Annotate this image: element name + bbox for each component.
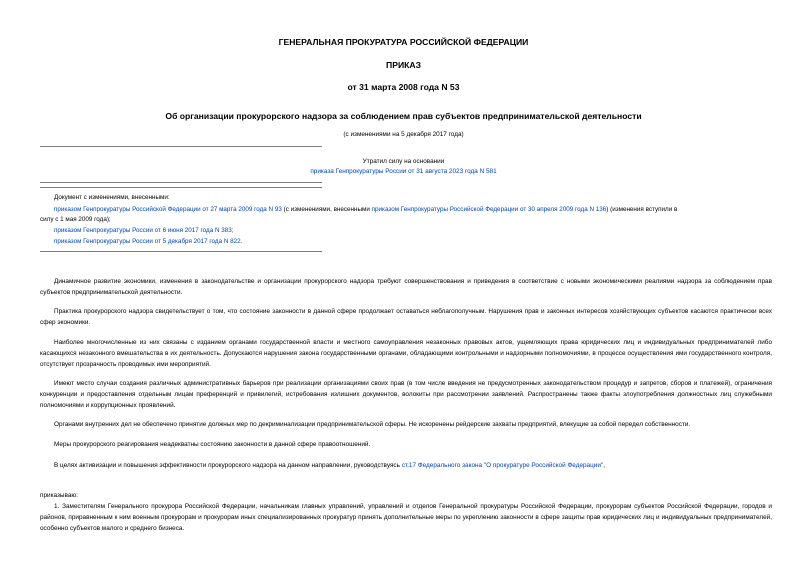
doc-title: Об организации прокурорского надзора за соблюдением прав субъектов предпринимательской деятельности	[165, 111, 642, 121]
law-link[interactable]: ст.17 Федерального закона "О прокуратуре Российской Федерации"	[401, 462, 604, 469]
changes-text: ) (изменения вступили в	[606, 206, 678, 213]
changes-link-93[interactable]: приказом Генпрокуратуры Российской Федерации от 27 марта 2009 года N 93	[54, 206, 282, 213]
paragraph: Динамичное развитие экономики, изменения в законодательстве и организации прокурорского надзора требуют совершенствования и приведения в соответствие с новыми экономическими реалиями надзора за соблюдением прав субъектов предпринимательской деятельности.	[40, 278, 772, 297]
paragraph: В целях активизации и повышения эффективности прокурорского надзора на данном направлении, руководствуясь ст.17 Федерального закона "О прокуратуре Российской Федерации",	[54, 462, 605, 469]
paragraph: Органами внутренних дел не обеспечено принятие должных мер по декриминализации предпринимательской сферы. Не искоренены рейдерские захваты предприятий, влекущие за собой передел собственности.	[54, 421, 691, 428]
changes-link-136[interactable]: приказом Генпрокуратуры Российской Федерации от 30 апреля 2009 года N 136	[371, 206, 607, 213]
separator-line	[40, 182, 322, 183]
org-name: ГЕНЕРАЛЬНАЯ ПРОКУРАТУРА РОССИЙСКОЙ ФЕДЕРАЦИИ	[278, 37, 529, 47]
separator-line	[40, 187, 322, 188]
paragraph: Практика прокурорского надзора свидетельствует о том, что состояние законности в данной сфере продолжает оставаться неблагополучным. Нарушения прав и законных интересов хозяйствующих субъектов касаются практически всех сфер экономики.	[40, 308, 772, 327]
repealed-note: Утратил силу на основании	[362, 158, 445, 165]
changes-link-383[interactable]: приказом Генпрокуратуры России от 6 июня 2017 года N 383;	[54, 227, 234, 234]
repealed-link[interactable]: приказа Генпрокуратуры России от 31 августа 2023 года N 581	[310, 168, 497, 175]
doc-type: ПРИКАЗ	[386, 60, 421, 70]
changes-item-1	[54, 205, 772, 215]
amended-note: (с изменениями на 5 декабря 2017 года)	[343, 131, 464, 138]
separator-line	[40, 251, 322, 252]
changes-text: (с изменениями, внесенными	[281, 206, 372, 213]
order-word: приказываю:	[40, 492, 78, 499]
changes-intro: Документ с изменениями, внесенными:	[54, 194, 170, 201]
changes-link-822[interactable]: приказом Генпрокуратуры России от 5 декабря 2017 года N 822.	[54, 238, 243, 245]
paragraph: Наиболее многочисленные из них связаны с изданием органами государственной власти и местного самоуправления незаконных правовых актов, ущемляющих права юридических лиц и индивидуальных предпринимателей либо касающихся незаконного вмешательства в их деятельность. Допускаются нарушения закона государственными органами, обладающими контрольными и надзорными полномочиями, в процессе осуществления ими государственного контроля, отсутствует прозрачность проводимых ими мероприятий.	[40, 339, 772, 369]
doc-date-number: от 31 марта 2008 года N 53	[347, 82, 460, 92]
changes-item-1-cont: силу с 1 мая 2009 года);	[40, 216, 111, 223]
paragraph: 1. Заместителям Генерального прокурора Российской Федерации, начальникам главных управлений, управлений и отделов Генеральной прокуратуры Российской Федерации, прокурорам субъектов Российской Федерации, городов и районов, приравненным к ним военным прокурорам и прокурорам иных специализированных прокуратур принять дополнительные меры по укреплению законности в сфере защиты прав юридических лиц и индивидуальных предпринимателей, особенно субъектов малого и среднего бизнеса.	[40, 503, 772, 533]
paragraph: Имеют место случаи создания различных административных барьеров при реализации организациями своих прав (в том числе введения не предусмотренных законодательством процедур и запретов, сборов и платежей), ограничения конкуренции и предоставления отдельным лицам преференций и привилегий, истребования излишних документов, волокиты при рассмотрении заявлений. Распространены также факты злоупотребления должностных лиц служебными полномочиями и коррупционных проявлений.	[40, 380, 772, 410]
separator-line	[40, 146, 322, 147]
paragraph: Меры прокурорского реагирования неадекватны состоянию законности в данной сфере правоотношений.	[54, 441, 371, 448]
